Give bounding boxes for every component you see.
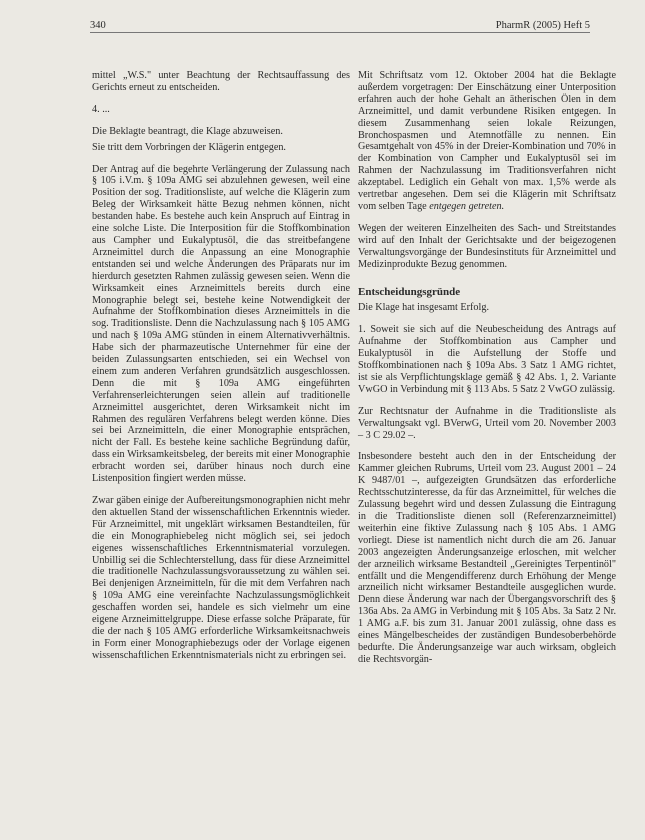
- journal-reference: PharmR (2005) Heft 5: [495, 20, 590, 31]
- paragraph: Wegen der weiteren Einzelheiten des Sach- und Streitstandes wird auf den Inhalt der Gerichtsakte und der beigezogenen Verwaltungsvorgänge der Bundesinstituts für Arzneimittel und Medizinprodukte Bezug genommen.: [358, 222, 616, 270]
- paragraph: 1. Soweit sie sich auf die Neubescheidung des Antrags auf Aufnahme der Stoffkombination aus Campher und Eukalyptusöl in die Aufstellung der Stoffe und Stoffkombinationen nach § 109a Abs. 3 Satz 1 AMG richtet, ist sie als Verpflichtungsklage gemäß § 42 Abs. 1, 2. Variante VwGO in Verbindung mit § 113 Abs. 5 Satz 2 VwGO zulässig.: [358, 324, 616, 395]
- paragraph: [358, 70, 616, 213]
- paragraph: mittel „W.S." unter Beachtung der Rechtsauffassung des Gerichts erneut zu entscheiden.: [92, 70, 350, 93]
- paragraph: Sie tritt dem Vorbringen der Klägerin entgegen.: [92, 141, 286, 153]
- paragraph: Der Antrag auf die begehrte Verlängerung der Zulassung nach § 105 i.V.m. § 109a AMG sei abzulehnen gewesen, weil eine Position der sog. Traditionsliste, auf welche die Klägerin zum Beleg der Wirksamkeit hätte Bezug nehmen können, nicht bestanden habe. Es bestehe auch kein Anspruch auf Eintrag in eine solche Liste. Die Interposition für die Stoffkombination aus Campher und Eukalyptusöl, die das streitbefangene Arzneimittel durch die Anpassung an eine Monographie entstanden sei und welche Änderungen des Präparats nur im hierdurch gesetzten Rahmen zulässig gewesen seien. Wenn die Wirksamkeit eines Arzneimittels bereits durch eine Monographie belegt sei, bestehe keine Notwendigkeit der Aufnahme der Stoffkombination dieses Arzneimittels in die sog. Traditionsliste. Denn die Nachzulassung nach § 105 AMG und nach § 109a AMG stünden in einem Alternativverhältnis. Habe sich der pharmazeutische Unternehmer für eine der beiden Zulassungsarten entschieden, sei ein Wechsel von einem zum anderen Verfahren grundsätzlich ausgeschlossen. Denn die mit § 109a AMG eingeführten Verfahrenserleichterungen seien allein auf traditionelle Arzneimittel ausgerichtet, deren Wirksamkeit nicht im Rahmen des regulären Verfahrens belegt werden könne. Dies sei bei Arzneimitteln, die einer Monographie entsprächen, nicht der Fall. Es bestehe keine sachliche Begründung dafür, dass ein Wirksamkeitsbeleg, der bereits mit einer Monographie erbracht worden sei, darüber hinaus noch durch eine Listenposition fingiert werden müsse.: [92, 163, 350, 485]
- section-heading: Entscheidungsgründe: [358, 285, 461, 298]
- paragraph-italic-text: entgegen getreten.: [429, 200, 505, 212]
- left-column: [92, 70, 350, 672]
- paragraph: 4. ...: [92, 103, 110, 115]
- paragraph: Zur Rechtsnatur der Aufnahme in die Traditionsliste als Verwaltungsakt vgl. BVerwG, Urteil vom 20. November 2003 – 3 C 29.02 –.: [358, 405, 616, 441]
- paragraph: Insbesondere besteht auch den in der Entscheidung der Kammer gleichen Rubrums, Urteil vom 23. August 2001 – 24 K 9487/01 –, aufgezeigten Grundsätzen das erforderliche Rechtsschutzinteresse, da für das Arzneimittel, für welches die Zulassung begehrt wird und dessen Zulassung die Eintragung in die Traditionsliste dienen soll (Referenzarzneimittel) weiterhin eine fiktive Zulassung nach § 105 Abs. 1 AMG vorliegt. Diese ist namentlich nicht durch die am 26. Januar 2003 angezeigten Änderungsanzeige erloschen, mit welcher der arzneilich wirksame Bestandteil „Gereinigtes Terpentinöl" entfällt und die Mengendifferenz durch Erhöhung der Menge arzneilich nicht wirksamer Bestandteile ausgeglichen wurde. Denn diese Änderung war nach der Übergangsvorschrift des § 136a Abs. 2a AMG in Verbindung mit § 105 Abs. 3a Satz 2 Nr. 1 AMG a.F. bis zum 31. Januar 2001 zulässig, ohne dass es eines Mängelbescheides der zuständigen Bundesoberbehörde bedurfte. Die Änderungsanzeige war auch wirksam, obgleich die Rechtsvorgän-: [358, 451, 616, 665]
- header-rule: [90, 32, 590, 33]
- page-header: [90, 13, 590, 31]
- paragraph: Die Klage hat insgesamt Erfolg.: [358, 302, 489, 314]
- paragraph: Die Beklagte beantragt, die Klage abzuweisen.: [92, 125, 283, 137]
- paragraph-text: Mit Schriftsatz vom 12. Oktober 2004 hat die Beklagte außerdem vorgetragen: Der Einschätzung einer Unterposition erfahren auch der hohe Gehalt an ätherischen Ölen in dem Arzneimittel, und damit verbundene Risiken entgegen. In diesem Zusammenhang seien lokale Reizungen, Bronchospasmen und Atemnotfälle zu nennen. Ein Gesamtgehalt von 45% in der Dreier-Kombination und 70% in der Kombination von Campher und Eukalyptusöl sei im Rahmen der Nachzulassung im Traditionsverfahren nicht akzeptabel. Lediglich ein Gehalt von max. 1,5% werde als vertretbar angesehen. Dem sei die Klägerin mit Schriftsatz vom selben Tage: [358, 70, 616, 212]
- paragraph: Zwar gäben einige der Aufbereitungsmonographien nicht mehr den aktuellen Stand der wissenschaftlichen Erkenntnis wieder. Für Arzneimittel, mit ungeklärt wirksamen Bestandteilen, für die ein Monographiebeleg nicht möglich sei, sei jedoch eigenes wissenschaftliches Erkenntnismaterial vorzulegen. Unbillig sei die Schlechterstellung, dass für diese Arzneimittel die traditionelle Nachzulassungsvoraussetzung zu wählen sei. Bei denjenigen Arzneimitteln, für die mit dem Verfahren nach § 109a AMG eine vereinfachte Nachzulassungsmöglichkeit geschaffen worden sei, handele es sich vielmehr um eine eigene Arzneimittelgruppe. Diese erfasse solche Präparate, für die der nach § 105 AMG erforderliche Wirksamkeitsnachweis in Form einer Monographiebezugs oder der Vorlage eigenen wissenschaftlichen Erkenntnismaterials nicht zu erbringen sei.: [92, 495, 350, 661]
- page-number: 340: [90, 20, 106, 31]
- right-column: [358, 70, 616, 676]
